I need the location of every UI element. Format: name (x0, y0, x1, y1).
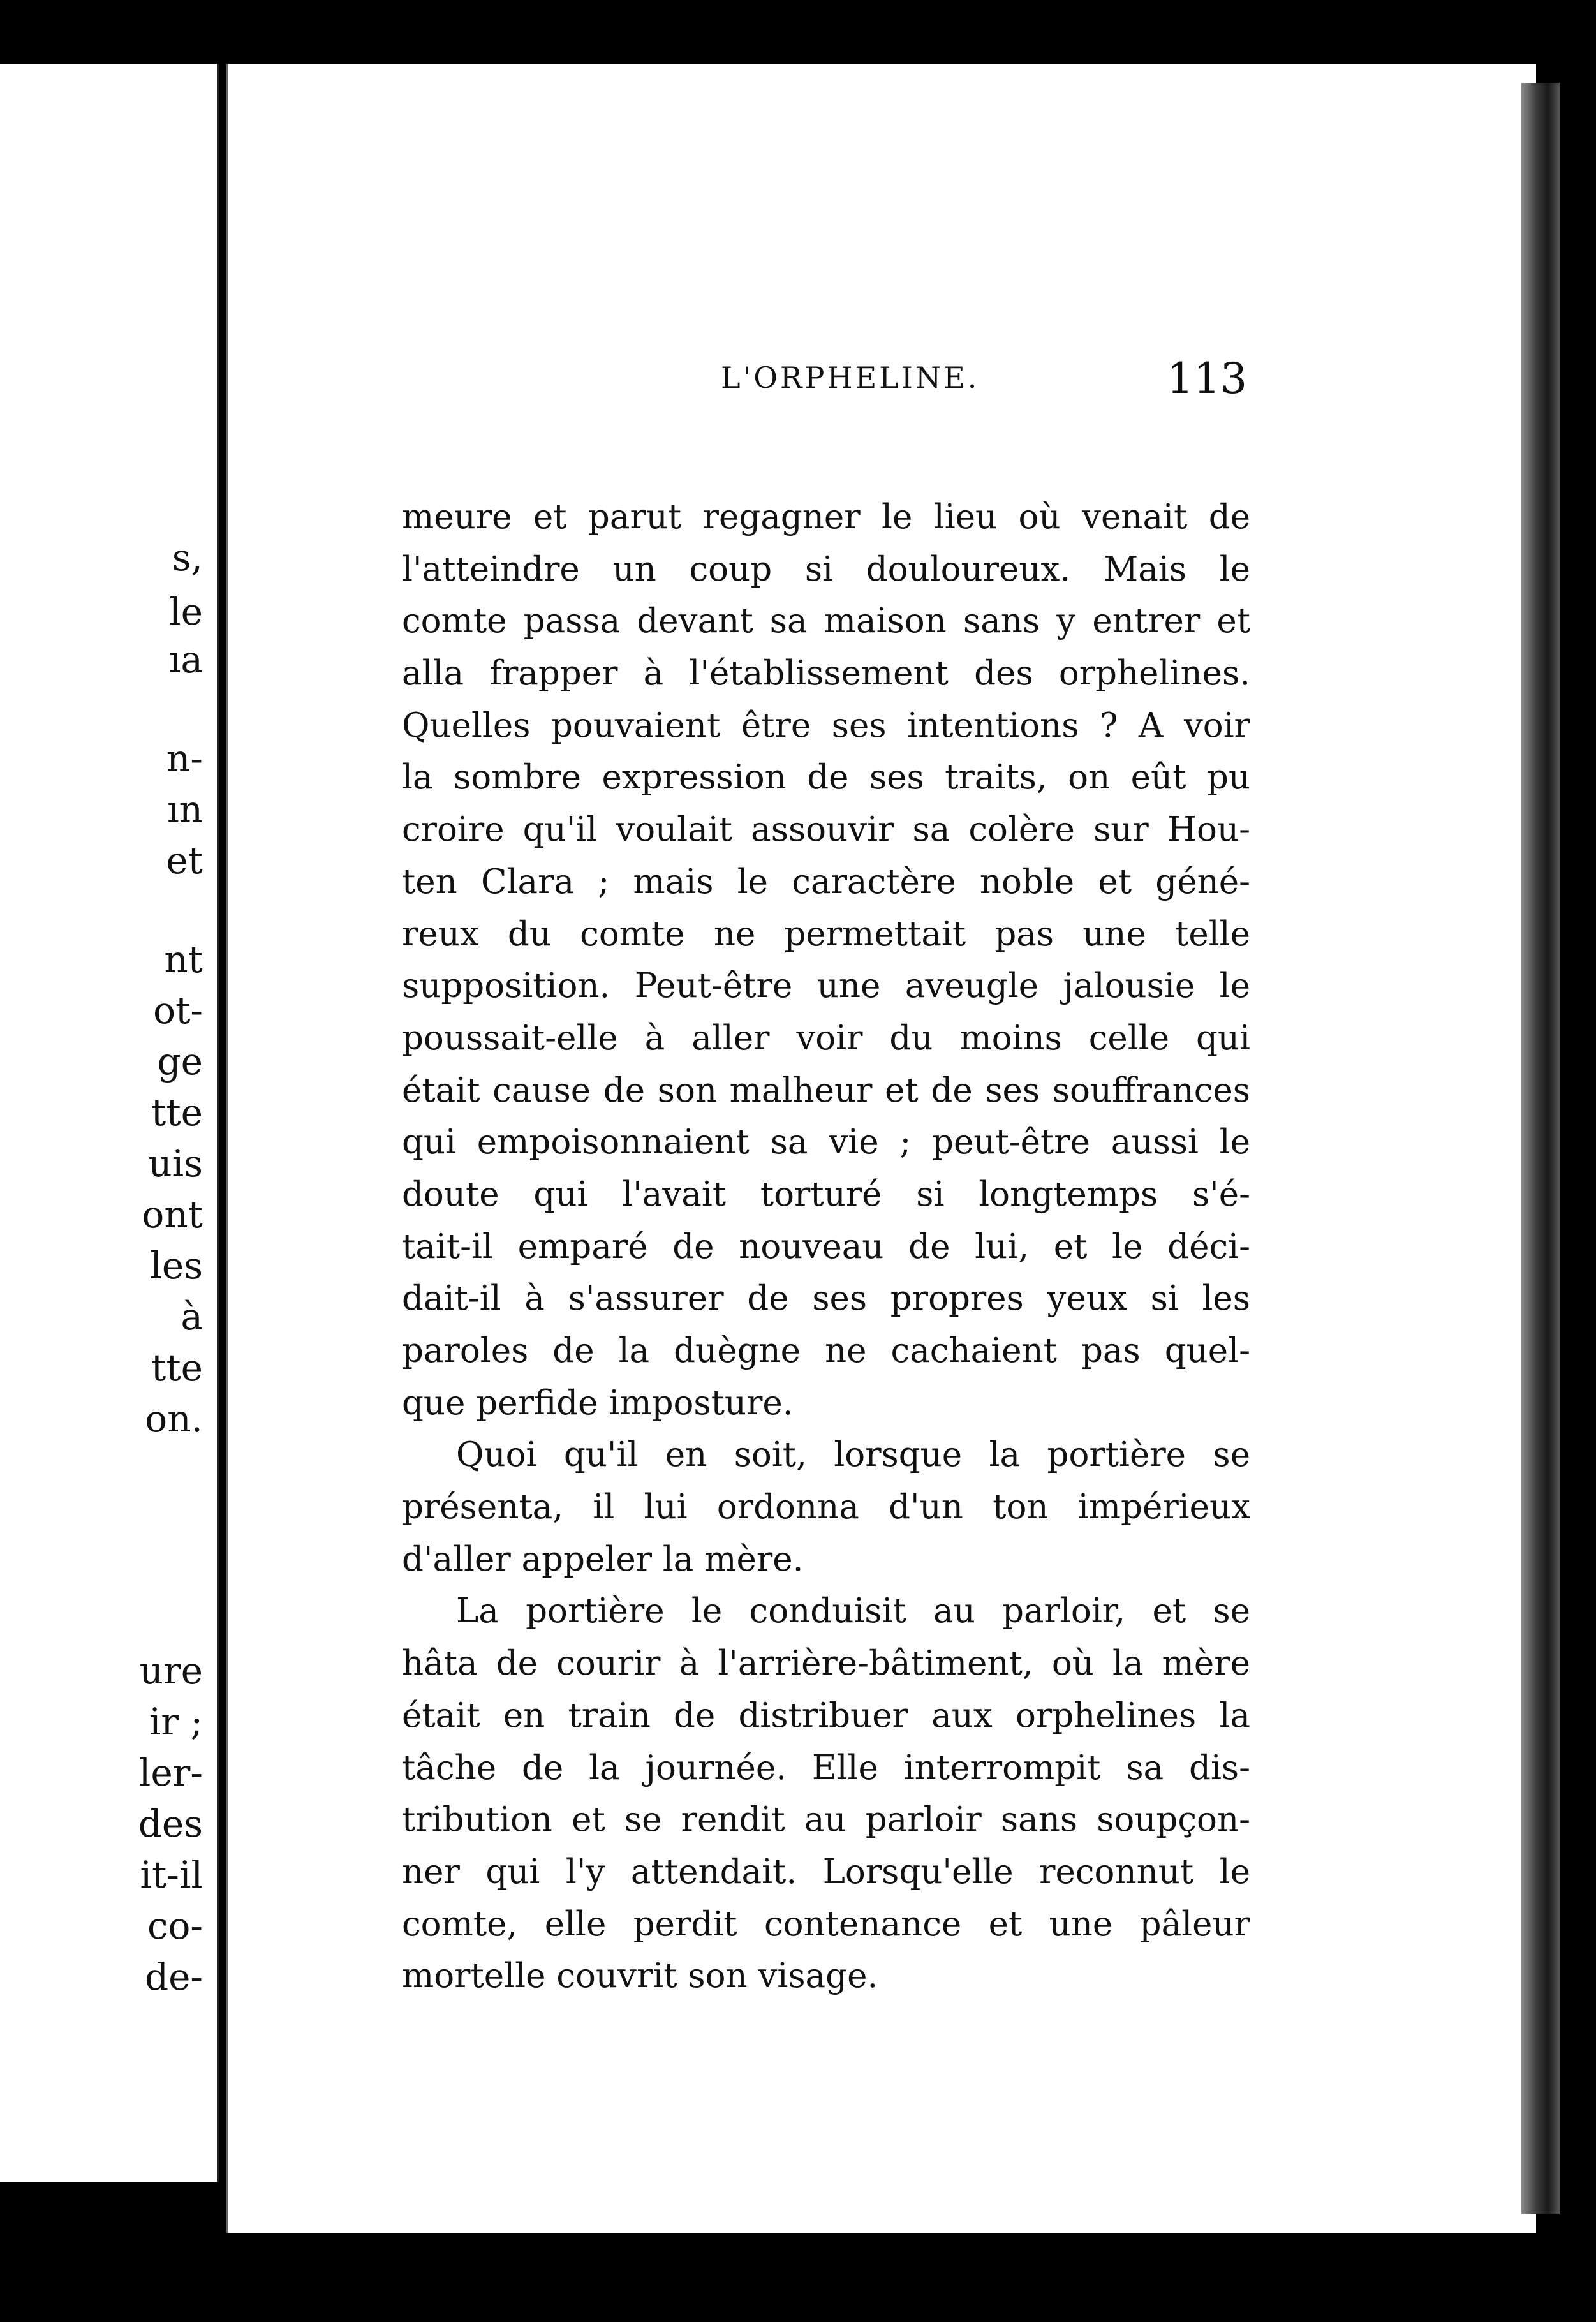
text-line: tait-il emparé de nouveau de lui, et le déci- (402, 1227, 1250, 1266)
left-page-fragment: ler- (138, 1751, 203, 1794)
text-line: mortelle couvrit son visage. (402, 1956, 878, 1996)
left-page-fragment: ot- (153, 989, 203, 1032)
left-page-fragment: n- (166, 737, 203, 780)
text-line: Quelles pouvaient être ses intentions ? A voir (402, 706, 1250, 745)
text-line: meure et parut regagner le lieu où venait de (402, 498, 1250, 536)
text-line: que perfide imposture. (402, 1383, 794, 1423)
left-page-fragment: on. (145, 1397, 203, 1440)
body-text (402, 491, 1250, 2002)
text-line: poussait-elle à aller voir du moins celle qui (402, 1018, 1250, 1058)
left-page-fragment: ure (139, 1649, 203, 1692)
left-page-fragment: à (181, 1295, 203, 1338)
text-line: ten Clara ; mais le caractère noble et géné- (402, 862, 1250, 901)
left-page-fragment: co- (147, 1904, 203, 1948)
left-page-fragment: ın (167, 788, 203, 831)
text-line: comte, elle perdit contenance et une pâleur (402, 1904, 1250, 1944)
page-number: 113 (1167, 354, 1247, 403)
text-line: était cause de son malheur et de ses souffrances (402, 1070, 1250, 1110)
left-page-fragment: et (166, 839, 203, 882)
text-line: l'atteindre un coup si douloureux. Mais le (402, 549, 1250, 589)
text-line: tribution et se rendit au parloir sans soupçon- (402, 1800, 1250, 1840)
left-page-fragment: uis (148, 1142, 203, 1185)
left-page-fragment: des (138, 1802, 203, 1845)
running-head (475, 354, 1247, 405)
left-page-fragment: ge (157, 1040, 203, 1083)
text-line: La portière le conduisit au parloir, et se (456, 1592, 1250, 1631)
text-line: dait-il à s'assurer de ses propres yeux si les (402, 1279, 1250, 1319)
text-line: Quoi qu'il en soit, lorsque la portière se (456, 1435, 1250, 1475)
page-edge (1521, 83, 1560, 2214)
text-line: reux du comte ne permettait pas une telle (402, 914, 1250, 954)
left-page-fragment: s, (172, 536, 203, 579)
text-line: croire qu'il voulait assouvir sa colère sur Hou- (402, 810, 1250, 850)
text-line: d'aller appeler la mère. (402, 1539, 804, 1579)
text-line: ner qui l'y attendait. Lorsqu'elle reconnut le (402, 1852, 1250, 1891)
running-title: L'ORPHELINE. (721, 360, 980, 395)
left-page-fragment: les (150, 1244, 203, 1287)
text-line: comte passa devant sa maison sans y entrer et (402, 602, 1250, 641)
text-line: tâche de la journée. Elle interrompit sa dis- (402, 1748, 1250, 1787)
left-page-fragment: tte (151, 1346, 203, 1389)
left-page-fragment: de- (144, 1955, 203, 1999)
left-page-fragment: ont (142, 1193, 203, 1236)
left-page (0, 64, 219, 2182)
left-page-fragment: le (169, 590, 203, 633)
left-page-fragment: tte (151, 1091, 203, 1134)
text-line: doute qui l'avait torturé si longtemps s'é- (402, 1174, 1250, 1214)
text-line: alla frapper à l'établissement des orphelines. (402, 654, 1250, 693)
text-line: était en train de distribuer aux orphelines la (402, 1696, 1250, 1735)
text-line: présenta, il lui ordonna d'un ton impérieux (402, 1488, 1250, 1527)
text-line: supposition. Peut-être une aveugle jalousie le (402, 966, 1250, 1006)
text-line: paroles de la duègne ne cachaient pas quel- (402, 1331, 1250, 1370)
left-page-fragment: ıa (168, 638, 203, 681)
left-page-fragment: nt (164, 938, 203, 981)
left-page-fragment: it-il (140, 1853, 203, 1897)
text-line: la sombre expression de ses traits, on eût pu (402, 758, 1250, 797)
text-line: qui empoisonnaient sa vie ; peut-être aussi le (402, 1123, 1250, 1162)
text-line: hâta de courir à l'arrière-bâtiment, où la mère (402, 1644, 1250, 1683)
left-page-fragment: ir ; (149, 1700, 203, 1743)
